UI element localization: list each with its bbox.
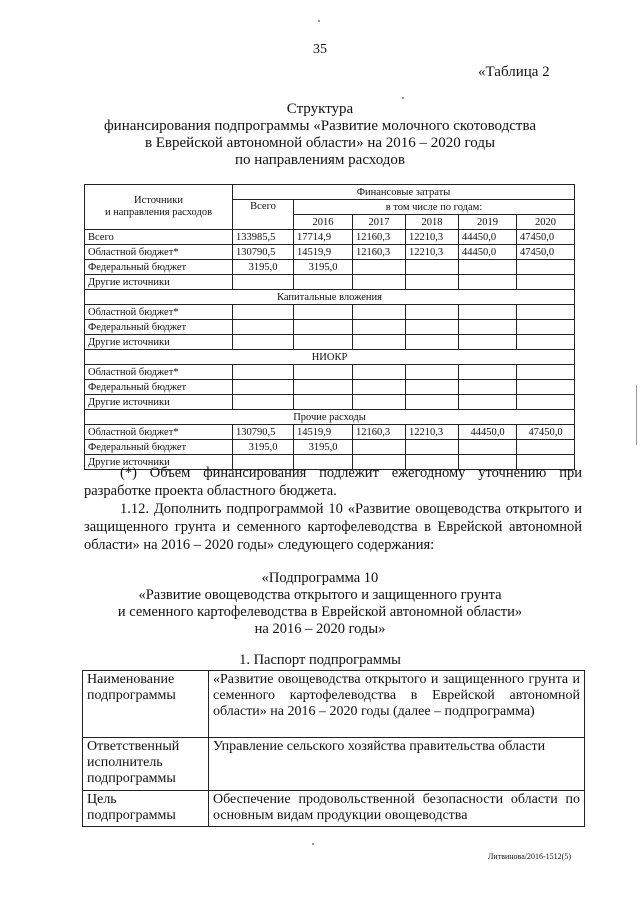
- cell-2018: [406, 440, 459, 455]
- subprogram-title-line-3: и семенного картофелеводства в Еврейской автономной области»: [117, 604, 523, 620]
- page-number: 35: [313, 42, 327, 57]
- costs-header: Финансовые затраты: [233, 185, 575, 200]
- row-label: Другие источники: [85, 395, 233, 410]
- table-title-line-3: в Еврейской автономной области» на 2016 – 2020 годы: [144, 135, 496, 151]
- cell-total: [233, 275, 294, 290]
- cell-2018: [406, 275, 459, 290]
- table-row: [85, 275, 575, 290]
- cell-2016: 3195,0: [294, 440, 353, 455]
- table-title-line-4: по направлениям расходов: [234, 152, 405, 168]
- passport-table: [82, 670, 585, 827]
- row-label: Федеральный бюджет: [85, 440, 233, 455]
- cell-2016: 14519,9: [294, 425, 353, 440]
- subprogram-title-line-4: на 2016 – 2020 годы»: [254, 621, 386, 637]
- scan-speck: [318, 20, 320, 22]
- scan-edge-mark: [636, 385, 637, 445]
- year-header: 2016: [294, 215, 353, 230]
- passport-heading: 1. Паспорт подпрограммы: [239, 652, 401, 668]
- cell-2017: [353, 440, 406, 455]
- footer-code: Литвинова/2016-1512(5): [488, 852, 571, 861]
- cell-2017: 12160,3: [353, 245, 406, 260]
- cell-2018: [406, 260, 459, 275]
- cell-2020: 47450,0: [517, 230, 575, 245]
- row-label: Другие источники: [85, 335, 233, 350]
- cell-2016: 14519,9: [294, 245, 353, 260]
- cell-2017: [353, 260, 406, 275]
- section-niokr: НИОКР: [85, 350, 575, 365]
- cell-2020: 47450,0: [517, 245, 575, 260]
- passport-row: [83, 791, 585, 827]
- cell-2017: 12160,3: [353, 425, 406, 440]
- passport-value: «Развитие овощеводства открытого и защищенного грунта и семенного картофелеводства в Еврейской автономной области» на 2016 – 2020 годы (далее – подпрограмма): [209, 671, 585, 738]
- row-label: Областной бюджет*: [85, 365, 233, 380]
- passport-label: Ответственный исполнитель подпрограммы: [83, 738, 209, 791]
- table-row: [85, 335, 575, 350]
- cell-2018: 12210,3: [406, 425, 459, 440]
- cell-2017: 12160,3: [353, 230, 406, 245]
- passport-value: Управление сельского хозяйства правительства области: [209, 738, 585, 791]
- cell-2020: [517, 440, 575, 455]
- table-row: [85, 230, 575, 245]
- table-row: [85, 260, 575, 275]
- year-header: 2018: [406, 215, 459, 230]
- sources-header: Источники и направления расходов: [85, 185, 233, 230]
- cell-total: 3195,0: [233, 440, 294, 455]
- row-label: Всего: [85, 230, 233, 245]
- row-label: Областной бюджет*: [85, 245, 233, 260]
- row-label: Федеральный бюджет: [85, 260, 233, 275]
- row-label: Федеральный бюджет: [85, 320, 233, 335]
- cell-2016: [294, 275, 353, 290]
- passport-value: Обеспечение продовольственной безопасности области по основным видам продукции овощеводства: [209, 791, 585, 827]
- footnote: (*) Объем финансирования подлежит ежегодному уточнению при разработке проекта областного бюджета.: [84, 465, 582, 499]
- section-capital-investments: Капитальные вложения: [85, 290, 575, 305]
- table-row: [85, 395, 575, 410]
- cell-2018: 12210,3: [406, 245, 459, 260]
- cell-2019: 44450,0: [459, 245, 517, 260]
- passport-label: Наименование подпрограммы: [83, 671, 209, 738]
- passport-label: Цель подпрограммы: [83, 791, 209, 827]
- cell-total: 130790,5: [233, 425, 294, 440]
- row-label: Другие источники: [85, 275, 233, 290]
- cell-total: 130790,5: [233, 245, 294, 260]
- section-other-expenses: Прочие расходы: [85, 410, 575, 425]
- cell-2017: [353, 275, 406, 290]
- subprogram-title-line-2: «Развитие овощеводства открытого и защищенного грунта: [138, 587, 502, 603]
- cell-2019: [459, 260, 517, 275]
- paragraph-1-12: 1.12. Дополнить подпрограммой 10 «Развитие овощеводства открытого и защищенного грунта и семенного картофелеводства в Еврейской автономной области» на 2016 – 2020 годы» следующего содержания:: [84, 501, 582, 553]
- row-label: Федеральный бюджет: [85, 380, 233, 395]
- table-row: [85, 380, 575, 395]
- table-row: [85, 425, 575, 440]
- cell-2019: 44450,0: [459, 230, 517, 245]
- year-header: 2019: [459, 215, 517, 230]
- scan-speck: [312, 843, 314, 845]
- table-reference: «Таблица 2: [478, 64, 550, 80]
- cell-total: 133985,5: [233, 230, 294, 245]
- table-row: [85, 440, 575, 455]
- cell-2016: 17714,9: [294, 230, 353, 245]
- year-header: 2020: [517, 215, 575, 230]
- cell-2020: 47450,0: [517, 425, 575, 440]
- cell-2019: [459, 440, 517, 455]
- total-header: Всего: [233, 200, 294, 230]
- cell-2016: 3195,0: [294, 260, 353, 275]
- table-row: [85, 320, 575, 335]
- row-label: Другие источники: [85, 455, 233, 470]
- table-title-line-1: Структура: [286, 101, 354, 117]
- cell-2020: [517, 275, 575, 290]
- table-title-line-2: финансирования подпрограммы «Развитие молочного скотоводства: [103, 118, 537, 134]
- scan-speck: [402, 97, 404, 99]
- cell-2019: 44450,0: [459, 425, 517, 440]
- table-row: [85, 245, 575, 260]
- passport-row: [83, 738, 585, 791]
- table-row: [85, 305, 575, 320]
- row-label: Областной бюджет*: [85, 425, 233, 440]
- cell-2018: 12210,3: [406, 230, 459, 245]
- cell-2020: [517, 260, 575, 275]
- year-header: 2017: [353, 215, 406, 230]
- by-year-header: в том числе по годам:: [294, 200, 575, 215]
- cell-total: 3195,0: [233, 260, 294, 275]
- row-label: Областной бюджет*: [85, 305, 233, 320]
- table-row: [85, 365, 575, 380]
- cell-2019: [459, 275, 517, 290]
- financing-table: [84, 184, 575, 470]
- subprogram-title-line-1: «Подпрограмма 10: [261, 570, 379, 586]
- passport-row: [83, 671, 585, 738]
